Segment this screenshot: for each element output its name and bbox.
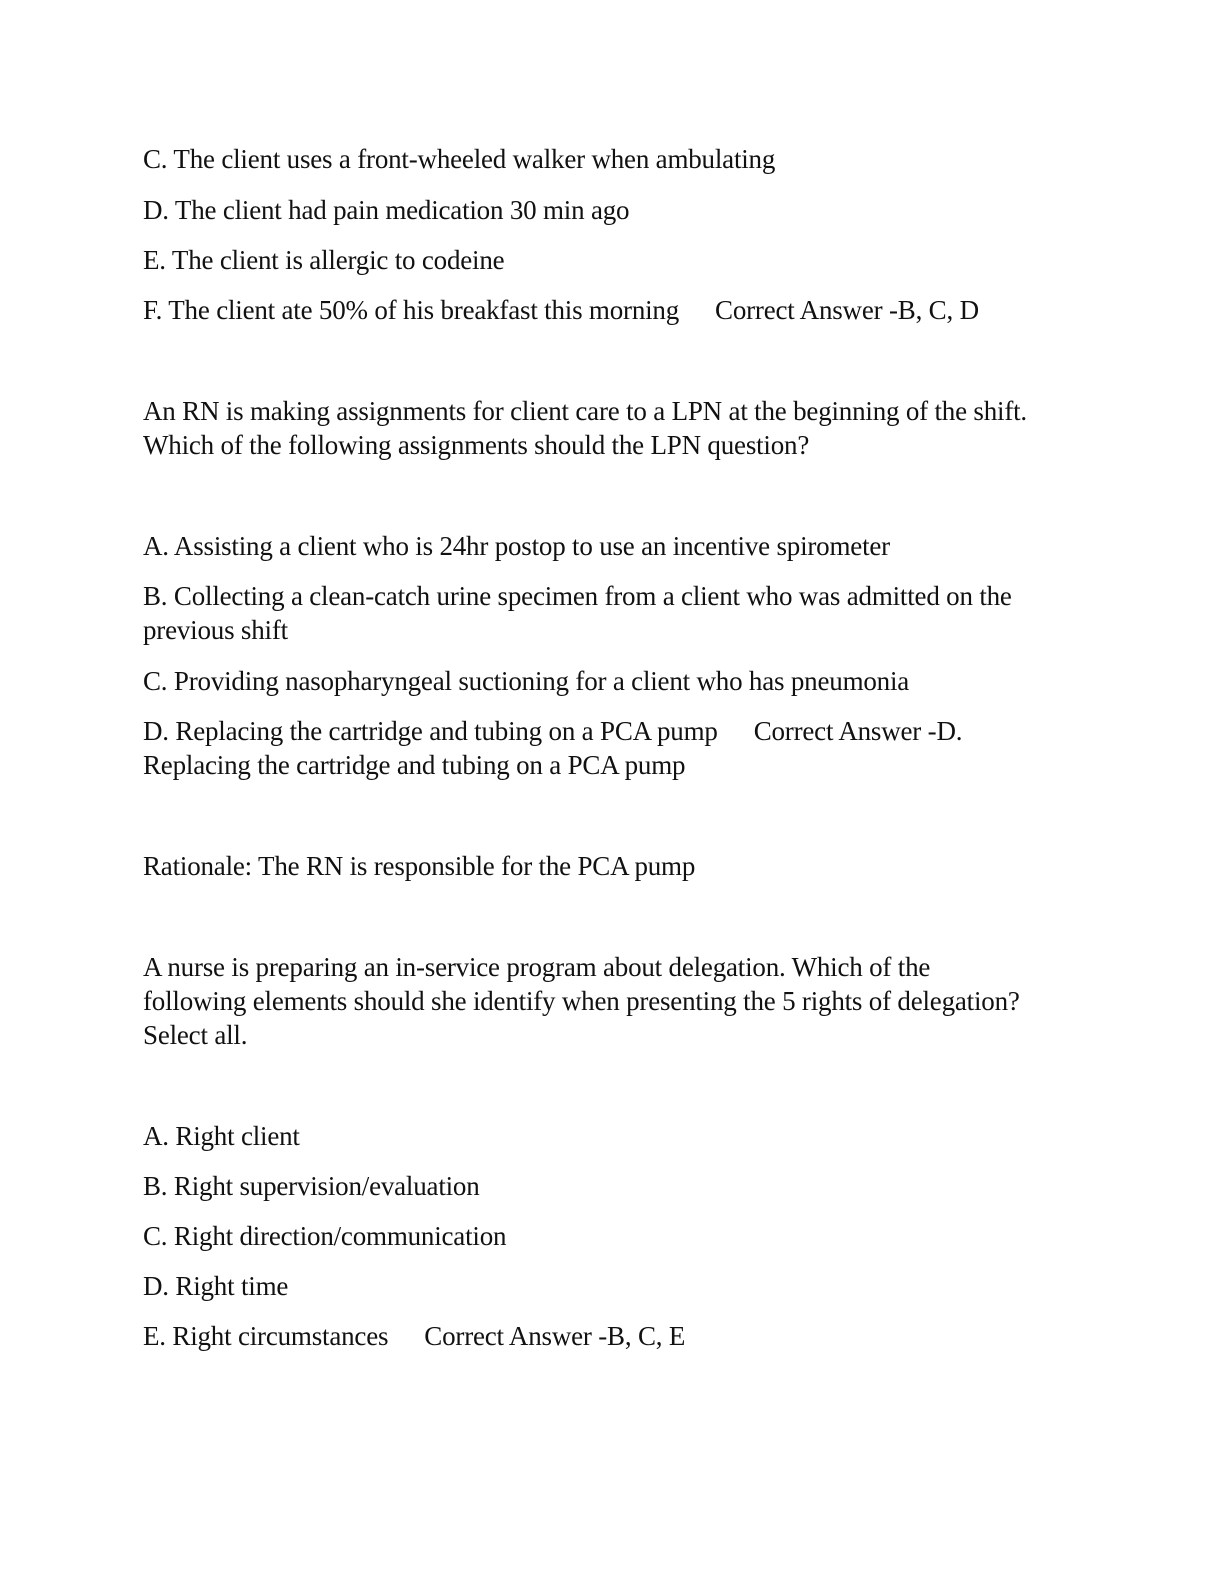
option-d: D. Replacing the cartridge and tubing on a PCA pump xyxy=(143,716,718,746)
option-f-row xyxy=(143,293,979,327)
option-b-continued: previous shift xyxy=(143,615,288,645)
option-b: B. Collecting a clean-catch urine specimen from a client who was admitted on the xyxy=(143,581,1012,611)
option-e: E. Right circumstances xyxy=(143,1321,389,1351)
correct-answer: Correct Answer -D. xyxy=(753,716,963,746)
option-a: A. Right client xyxy=(143,1121,300,1151)
option-d: D. Right time xyxy=(143,1271,289,1301)
option-b: B. Right supervision/evaluation xyxy=(143,1171,480,1201)
question-stem-line: Which of the following assignments should the LPN question? xyxy=(143,430,810,460)
option-f: F. The client ate 50% of his breakfast this morning xyxy=(143,295,680,325)
option-c: C. Providing nasopharyngeal suctioning for a client who has pneumonia xyxy=(143,666,910,696)
option-c: C. The client uses a front-wheeled walker when ambulating xyxy=(143,144,776,174)
option-d-row xyxy=(143,714,962,748)
option-c: C. Right direction/communication xyxy=(143,1221,507,1251)
option-d: D. The client had pain medication 30 min ago xyxy=(143,195,630,225)
question-stem-line: A nurse is preparing an in-service program about delegation. Which of the xyxy=(143,952,931,982)
correct-answer: Correct Answer -B, C, E xyxy=(424,1321,686,1351)
question-stem-line: Select all. xyxy=(143,1020,248,1050)
correct-answer-continued: Replacing the cartridge and tubing on a PCA pump xyxy=(143,750,686,780)
option-e-row xyxy=(143,1319,685,1353)
correct-answer: Correct Answer -B, C, D xyxy=(715,295,979,325)
rationale: Rationale: The RN is responsible for the PCA pump xyxy=(143,851,696,881)
option-e: E. The client is allergic to codeine xyxy=(143,245,505,275)
question-stem-line: following elements should she identify when presenting the 5 rights of delegation? xyxy=(143,986,1020,1016)
option-a: A. Assisting a client who is 24hr postop to use an incentive spirometer xyxy=(143,531,890,561)
question-stem-line: An RN is making assignments for client care to a LPN at the beginning of the shift. xyxy=(143,396,1027,426)
